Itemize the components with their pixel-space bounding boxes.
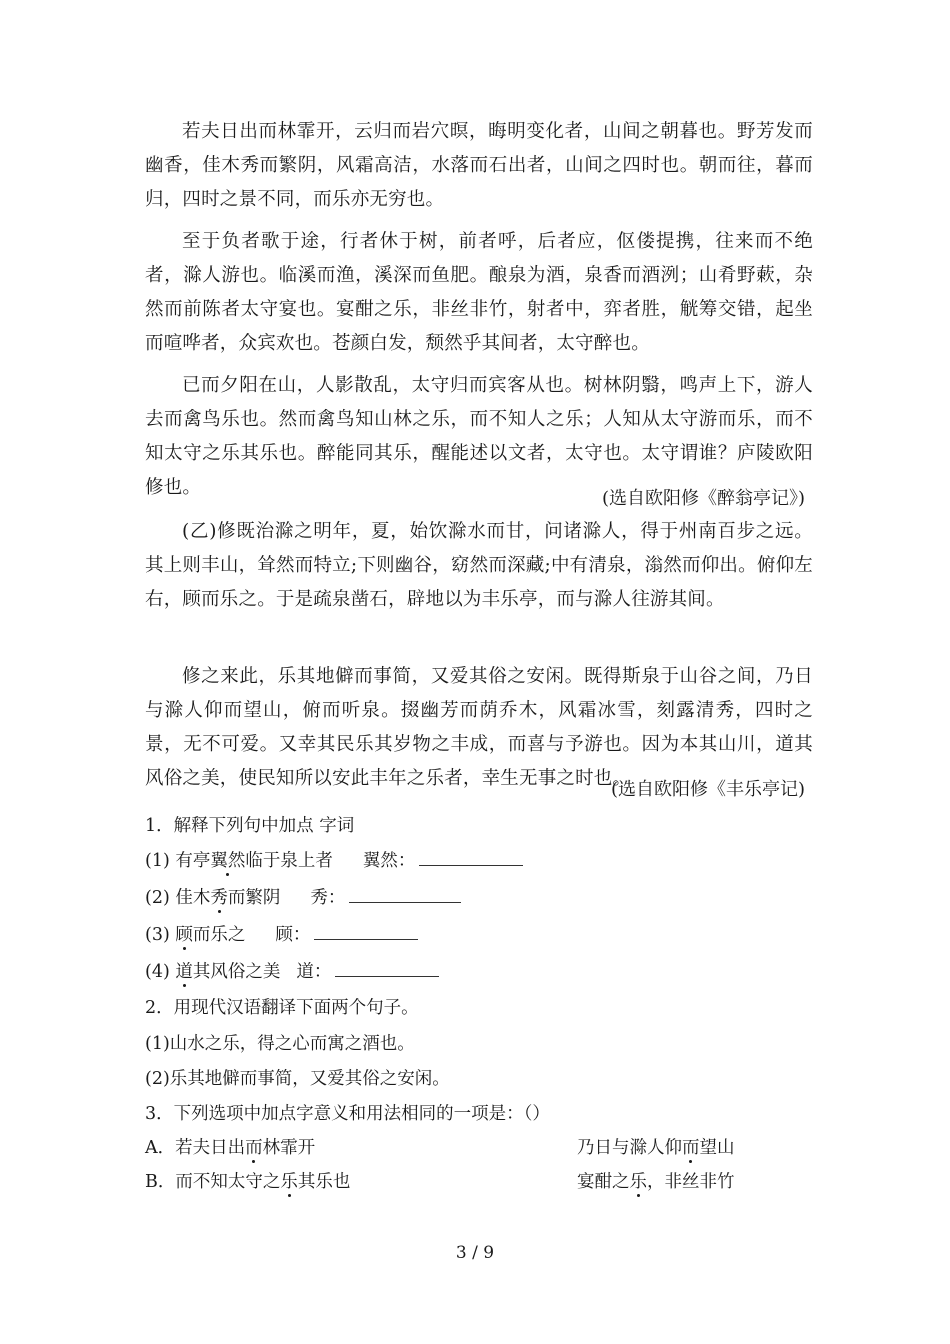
question-3-option-a xyxy=(145,1134,813,1159)
dotted-word: 乐 xyxy=(280,1172,298,1192)
answer-label: 道： xyxy=(296,962,332,982)
answer-blank[interactable] xyxy=(314,921,418,940)
passage-paragraph-5: 修之来此，乐其地僻而事简，又爱其俗之安闲。既得斯泉于山谷之间，乃日与滁人仰而望山，俯而听泉。掇幽芳而荫乔木，风霜冰雪，刻露清秀，四时之景，无不可爱。又幸其民乐其岁物之丰成，而喜与予游也。因为本其山川，道其风俗之美，使民知所以安此丰年之乐者，幸生无事之时也。 xyxy=(145,666,813,789)
question-1-item xyxy=(145,847,523,872)
source-citation-2: (选自欧阳修《丰乐亭记) xyxy=(610,779,805,800)
item-text: 其风俗之美 xyxy=(192,962,281,982)
answer-label: 秀： xyxy=(310,888,346,908)
question-2-item: (1)山水之乐，得之心而寓之酒也。 xyxy=(145,1034,415,1054)
option-right xyxy=(577,1134,735,1159)
passage-paragraph-2: 至于负者歌于途，行者休于树，前者呼，后者应，伛偻提携，往来而不绝者，滁人游也。临溪而渔，溪深而鱼肥。酿泉为酒，泉香而酒洌；山肴野蔌，杂然而前陈者太守宴也。宴酣之乐，非丝非竹，射者中，弈者胜，觥筹交错，起坐而喧哗者，众宾欢也。苍颜白发，颓然乎其间者，太守醉也。 xyxy=(145,231,813,354)
item-text: 而乐之 xyxy=(192,925,246,945)
answer-label: 顾： xyxy=(275,925,311,945)
question-1-item xyxy=(145,921,418,946)
item-text: (1) 有亭 xyxy=(145,851,211,871)
option-text: 林霏开 xyxy=(262,1138,316,1158)
dotted-word: 翼然 xyxy=(210,851,246,871)
passage-paragraph-4: (乙)修既治滁之明年，夏，始饮滁水而甘，问诸滁人，得于州南百步之远。其上则丰山，耸然而特立;下则幽谷，窈然而深藏;中有清泉，滃然而仰出。俯仰左右，顾而乐之。于是疏泉凿石，辟地以为丰乐亭，而与滁人往游其间。 xyxy=(145,521,813,610)
page-number: 3 / 9 xyxy=(455,1243,495,1263)
dotted-word: 而 xyxy=(245,1138,263,1158)
question-1-item xyxy=(145,884,461,909)
item-text: (2) 佳木 xyxy=(145,888,211,908)
question-3-option-b xyxy=(145,1168,813,1193)
option-right xyxy=(577,1168,735,1193)
answer-blank[interactable] xyxy=(349,884,461,903)
dotted-word: 道 xyxy=(175,962,193,982)
item-text: (3) xyxy=(145,925,176,945)
dotted-word: 顾 xyxy=(175,925,193,945)
item-text: (4) xyxy=(145,962,176,982)
question-3-title: 3．下列选项中加点字意义和用法相同的一项是：（） xyxy=(145,1104,550,1124)
answer-label: 翼然： xyxy=(362,851,416,871)
source-citation-1: (选自欧阳修《醉翁亭记》) xyxy=(601,488,805,509)
dotted-word: 秀 xyxy=(210,888,228,908)
option-text: A．若夫日出 xyxy=(145,1138,246,1158)
item-text: 临于泉上者 xyxy=(245,851,333,871)
option-text: ，非丝非竹 xyxy=(647,1172,735,1192)
option-text: B．而不知太守之 xyxy=(145,1172,281,1192)
dotted-word: 乐 xyxy=(629,1172,647,1192)
passage-paragraph-3: 已而夕阳在山，人影散乱，太守归而宾客从也。树林阴翳，鸣声上下，游人去而禽鸟乐也。然而禽鸟知山林之乐，而不知人之乐；人知从太守游而乐，而不知太守之乐其乐也。醉能同其乐，醒能述以文者，太守也。太守谓谁？庐陵欧阳修也。 xyxy=(145,375,813,498)
answer-blank[interactable] xyxy=(335,958,439,977)
question-1-item xyxy=(145,958,439,983)
question-2-title: 2．用现代汉语翻译下面两个句子。 xyxy=(145,998,419,1018)
option-text: 其乐也 xyxy=(297,1172,351,1192)
option-text: 宴酣之 xyxy=(577,1172,630,1192)
dotted-word: 而 xyxy=(682,1138,700,1158)
question-1-title: 1．解释下列句中加点 字词 xyxy=(145,816,355,836)
option-text: 乃日与滁人仰 xyxy=(577,1138,682,1158)
item-text: 而繁阴 xyxy=(227,888,281,908)
option-text: 望山 xyxy=(699,1138,735,1158)
passage-paragraph-1: 若夫日出而林霏开，云归而岩穴暝，晦明变化者，山间之朝暮也。野芳发而幽香，佳木秀而繁阴，风霜高洁，水落而石出者，山间之四时也。朝而往，暮而归，四时之景不同，而乐亦无穷也。 xyxy=(145,121,813,210)
answer-blank[interactable] xyxy=(419,847,523,866)
question-2-item: (2)乐其地僻而事简，又爱其俗之安闲。 xyxy=(145,1069,450,1089)
